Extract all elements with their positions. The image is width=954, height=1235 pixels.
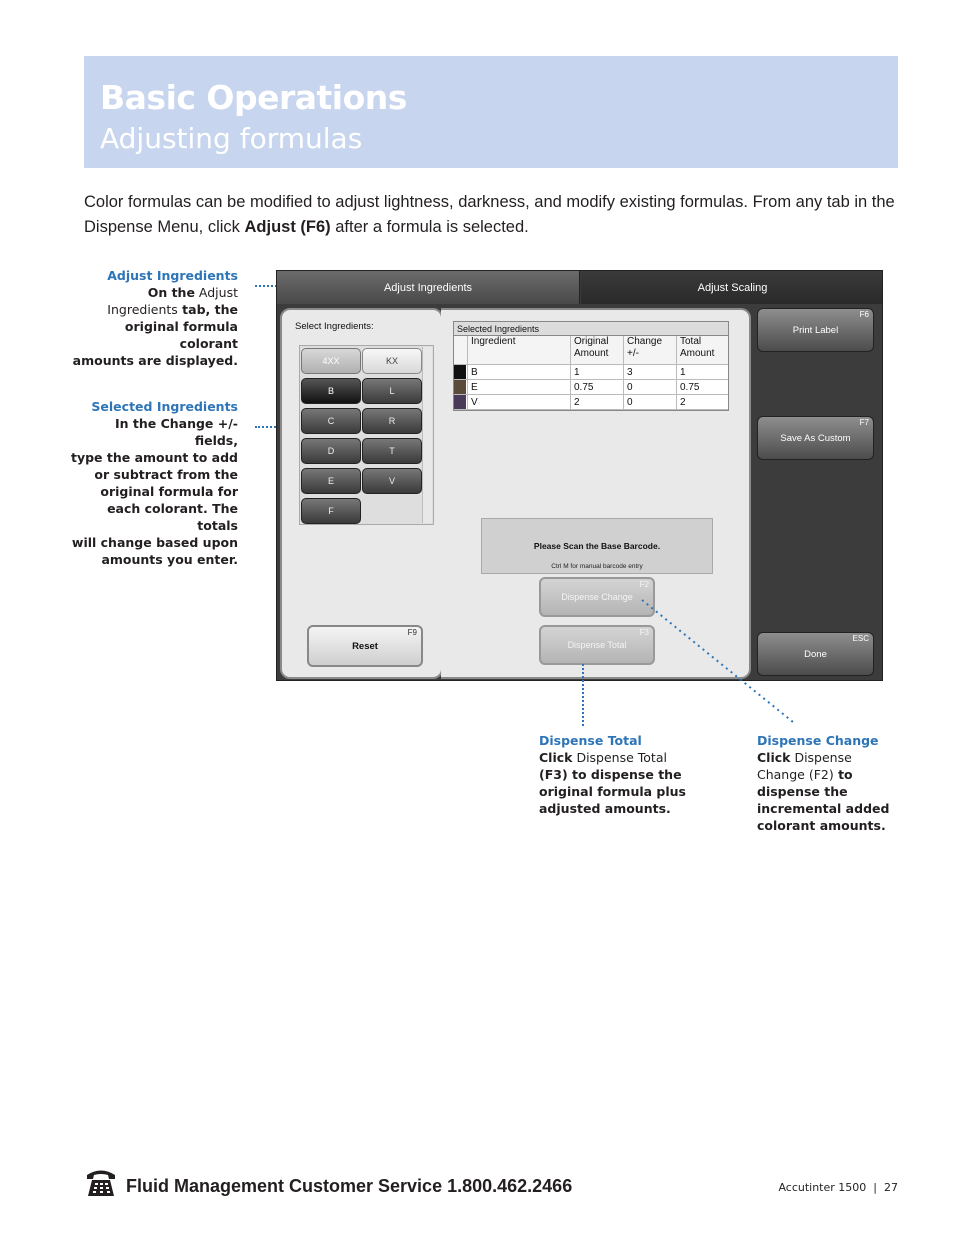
selected-ingredients-table (453, 321, 729, 411)
ingredient-button-f[interactable]: F (301, 498, 361, 524)
callout-text: Adjust (194, 285, 238, 300)
table-cell: V (467, 395, 570, 409)
table-caption: Selected Ingredients (454, 322, 728, 336)
dispense-change-button[interactable] (539, 577, 655, 617)
telephone-icon (84, 1168, 118, 1198)
ingredient-button-l[interactable]: L (362, 378, 422, 404)
reset-button[interactable] (307, 625, 423, 667)
dispense-change-label: Dispense Change (561, 592, 633, 602)
callout-text: each colorant. The totals (107, 501, 238, 533)
header-band (84, 56, 898, 168)
callout-text: amounts you enter. (101, 552, 238, 567)
ingredient-button-v[interactable]: V (362, 468, 422, 494)
dispense-total-key: F3 (639, 628, 649, 637)
callout-text: original formula plus (539, 784, 686, 799)
done-key: ESC (852, 634, 869, 643)
ingredient-button-c[interactable]: C (301, 408, 361, 434)
done-label: Done (804, 648, 827, 660)
callout-title: Adjust Ingredients (107, 268, 238, 283)
callout-dispense-total (539, 732, 709, 817)
ingredient-button-kx[interactable]: KX (362, 348, 422, 374)
callout-text: Click (539, 750, 573, 765)
table-row (454, 365, 728, 380)
tab-adjust-scaling[interactable]: Adjust Scaling (581, 271, 883, 304)
colorant-swatch (454, 380, 467, 394)
table-cell: 2 (676, 395, 728, 409)
table-row (454, 380, 728, 395)
callout-text: original formula colorant (124, 319, 238, 351)
callout-text: Dispense Total (572, 750, 667, 765)
ingredient-scrollbar[interactable] (422, 347, 432, 523)
reset-button-label: Reset (352, 640, 378, 652)
print-label-button[interactable] (757, 308, 874, 352)
table-cell: 0.75 (676, 380, 728, 394)
intro-text: Color formulas can be modified to adjust lightness, darkness, and modify existing formulas. From any tab in the Dispense Menu, click (84, 193, 895, 236)
change-input[interactable]: 0 (623, 395, 676, 409)
callout-leader-line (640, 598, 800, 728)
save-as-custom-label: Save As Custom (780, 432, 851, 444)
table-cell: 2 (570, 395, 623, 409)
select-ingredients-label: Select Ingredients: (295, 321, 374, 332)
callout-adjust-ingredients (70, 267, 238, 369)
intro-paragraph (84, 190, 898, 240)
ingredient-button-d[interactable]: D (301, 438, 361, 464)
tab-bar (277, 271, 883, 304)
callout-text: to (833, 767, 853, 782)
callout-text: In the Change +/- fields, (114, 416, 238, 448)
table-header: Ingredient (467, 336, 570, 364)
dispense-total-button[interactable] (539, 625, 655, 665)
callout-text: or subtract from the (94, 467, 238, 482)
product-name: Accutinter 1500 (778, 1181, 867, 1194)
table-cell: 1 (676, 365, 728, 379)
table-row (454, 395, 728, 410)
save-as-custom-button[interactable] (757, 416, 874, 460)
callout-text: colorant amounts. (757, 818, 886, 833)
callout-title: Dispense Change (757, 733, 879, 748)
ingredient-list (299, 345, 434, 525)
table-header: Total Amount (676, 336, 728, 364)
callout-text: amounts are displayed. (72, 353, 238, 368)
customer-service-line: Fluid Management Customer Service 1.800.462.2466 (126, 1176, 573, 1196)
footer-separator: | (873, 1181, 877, 1194)
callout-leader-line (582, 664, 584, 726)
page-title: Basic Operations (100, 78, 407, 117)
callout-text: adjusted amounts. (539, 801, 671, 816)
ingredient-button-e[interactable]: E (301, 468, 361, 494)
change-input[interactable]: 0 (623, 380, 676, 394)
ingredient-button-r[interactable]: R (362, 408, 422, 434)
callout-text: (F3) to dispense the (539, 767, 682, 782)
print-label-key: F6 (859, 310, 869, 319)
colorant-swatch (454, 395, 467, 409)
callout-dispense-change (757, 732, 907, 834)
callout-text: tab, the (177, 302, 238, 317)
dispense-change-key: F2 (639, 580, 649, 589)
table-cell: E (467, 380, 570, 394)
table-header: Original Amount (570, 336, 623, 364)
scan-message: Please Scan the Base Barcode. (533, 541, 661, 551)
callout-text: original formula for (100, 484, 238, 499)
tab-adjust-ingredients[interactable]: Adjust Ingredients (277, 271, 580, 304)
callout-text: Change (F2) (757, 767, 834, 782)
callout-text: type the amount to add (70, 450, 238, 465)
table-cell: B (467, 365, 570, 379)
callout-title: Dispense Total (539, 733, 642, 748)
page-subtitle: Adjusting formulas (100, 122, 363, 155)
ingredient-button-4xx[interactable]: 4XX (301, 348, 361, 374)
table-header-row (454, 336, 728, 365)
scan-hint: Ctrl M for manual barcode entry (551, 563, 643, 570)
callout-text: Dispense (790, 750, 852, 765)
reset-button-key: F9 (407, 628, 417, 637)
change-input[interactable]: 3 (623, 365, 676, 379)
callout-text: will change based upon (71, 535, 238, 550)
callout-text: incremental added (757, 801, 890, 816)
table-cell: 1 (570, 365, 623, 379)
intro-text-end: after a formula is selected. (330, 218, 529, 236)
colorant-swatch (454, 365, 467, 379)
intro-bold: Adjust (F6) (244, 218, 331, 236)
scan-message-box (481, 518, 713, 574)
callout-title: Selected Ingredients (91, 399, 238, 414)
callout-text: Click (757, 750, 791, 765)
callout-selected-ingredients (70, 398, 238, 568)
page-footer-info (778, 1181, 898, 1194)
table-header-swatch (454, 336, 467, 364)
page-number: 27 (884, 1181, 898, 1194)
callout-text: On the (147, 285, 195, 300)
table-cell: 0.75 (570, 380, 623, 394)
table-header: Change +/- (623, 336, 676, 364)
ingredient-button-t[interactable]: T (362, 438, 422, 464)
save-as-custom-key: F7 (859, 418, 869, 427)
dispense-total-label: Dispense Total (567, 640, 627, 650)
callout-text: dispense the (757, 784, 848, 799)
callout-text: Ingredients (107, 302, 178, 317)
print-label-label: Print Label (792, 324, 839, 336)
ingredient-button-b[interactable]: B (301, 378, 361, 404)
